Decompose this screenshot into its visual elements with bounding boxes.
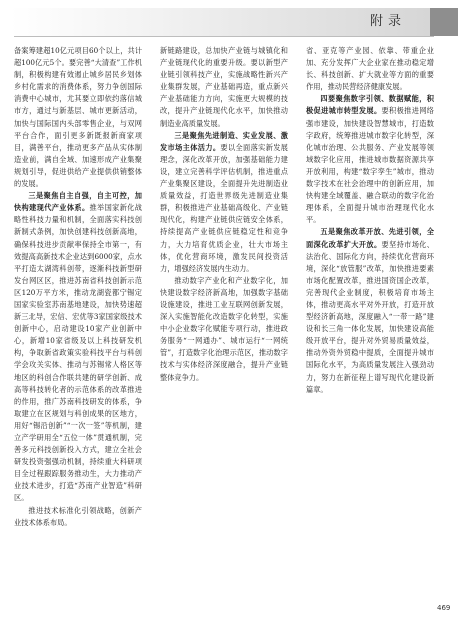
paragraph: [14, 190, 142, 504]
paragraph: 推进技术标准化引领战略，创新产业技术体系布局。: [14, 505, 142, 527]
paragraph: [306, 93, 434, 226]
bold-lead: 三是聚焦自主自强，自主可控，加快构建现代产业体系。: [14, 191, 142, 213]
bold-lead: 四要聚焦数字引领、数据赋能，积极促进城市转型发展。: [306, 94, 434, 116]
paragraph: 推动数字产业化和产业数字化，加快建设数字经济新高地，加强数字基础设施建设，推进工业互联网创新发展，深入实施智能化改造数字化转型，实施中小企业数字化赋能专项行动，推进政务服务“一网通办”、城市运行“一网统管”，打造数字化治理示范区，推动数字技术与实体经济深度融合，提升产业链整体竞争力。: [160, 275, 288, 382]
bold-lead: 三是聚焦先进制造、实业发展、激发市场主体活力。: [160, 130, 288, 152]
column-3: [306, 45, 434, 396]
paragraph: 备案筹建超10亿元项目60个以上，共计超100亿元5个。要完善“大清查”工作机制，积极构建有效遏止城乡居民乡划体乡村化需求的消费体系，努力争创国际消费中心城市，尤其要立即依约落信城市方，通过与新基层、城市更新活动，加快与国际国内头部零售企业，与双网平台合作，面引更多新既报新商家项目，满善平台，推动更多产品从实体制造业前，满自全域、加速形成产业集聚规划引导，促进供给产业提供供销整体的发展。: [14, 46, 142, 189]
paragraph: [160, 130, 288, 275]
header-tab: [430, 8, 458, 36]
header-bar: [10, 8, 430, 36]
column-1: [14, 45, 142, 529]
paragraph-text: 要坚持市场化、法治化、国际化方向，持续优化营商环境，深化“放管服”改革，加快推进要素市场化配置改革，推进国资国企改革，完善现代企业制度，积极培育市场主体，推动更高水平对外开放，打造开放型经济新高地，深度融入“一带一路”建设和长三角一体化发展，加快建设高能级开放平台，提升对外贸易质量效益，推动外资外贸稳中提质，全面提升城市国际化水平，为高质量发展注入强劲动力，努力在新征程上谱写现代化建设新篇章。: [306, 239, 434, 394]
header-divider: [14, 36, 434, 37]
paragraph-text: 要积极推进网络强市建设，加快建设智慧城市，打造数字政府，统筹推进城市数字化转型，深化城市治理、公共服务、产业发展等领域数字化应用，推进城市数据资源共享开放利用，构建“数字孪生”城市，推动数字技术在社会治理中的创新应用，加快构建全域覆盖、融合联动的数字化治理体系，全面提升城市治理现代化水平。: [306, 106, 434, 225]
page-number: 469: [437, 604, 451, 612]
paragraph: 省、亚克等产业园、依靠、带重企业加、充分发挥广大企业家在推动稳定增长、科技创新、扩大就业等方面的重要作用，推动民营经济健康发展。: [306, 46, 434, 92]
paragraph-text: 推举国家新化战略性科技力量和机制，全面落实科技创新制式条例，加快创建科技创新高地，确保科技进步贡献率保持全市第一，有效提高高新技术企业达到6000家，点水平打造太湖湾科创带，逐渐科技新型研发台网区区，推进苏南省科技创新示范区120万平方米，推动龙湖瓷都宁锡定国家实验室苏南基地建设，加快势速超新三北导，宏信、宏优等3家国家级技术创新中心，启动建设10家产业创新中心，新增10家省级及以上科技研发机构，争取新省政策实验科技平台与科创学会攻关实体、推动与苏锡常人格区等地区的科创合作联共建的研学创新、成高等科技转化者的示范体系的改革推进的作用，推广苏南科技研发的体系，争取建立在区规划与科创成果的区地方，用好“锡沿创新”“一次一签”等机制，建立产学研用全“五位一体”贯通机制，完善多元科技创新投入方式，建立全社会研发投资强强动机制，持续重大科研项目全过程跟踪服务推动生，大力推动产业技术进步，打造“苏南产业智造”科研区。: [14, 203, 142, 503]
paragraph: [306, 226, 434, 395]
page-header-title: 附录: [370, 14, 407, 29]
bold-lead: 五是聚焦改革开放、先进引领，全面深化改革扩大开放。: [306, 227, 434, 249]
paragraph: 新链路建设，总加快产业链与城镇化和产业链现代化的重要升级。要以新型产业链引领科技产业，实施战略性新兴产业集群发展，产业基础再造，重点新兴产业基础能力方向，实施更大规模的技改，提升产业链现代化水平，加快推动制造业高质量发展。: [160, 46, 288, 128]
paragraph-text: 要以全面落实新发展理念，深化改革开放，加强基础能力建设，建立完善科学评估机制，推进重点产业集聚区建设，全面提升先进制造业质量效益，打造世界级先进制造业集群，积极推进产业基础高级化、产业链现代化，构建产业链供应链安全体系，持续提高产业链供应链稳定性和竞争力，大力培育优质企业，壮大市场主体，优化营商环境，激发民间投资活力，增强经济发展内生动力。: [160, 142, 288, 273]
column-2: [160, 45, 288, 384]
